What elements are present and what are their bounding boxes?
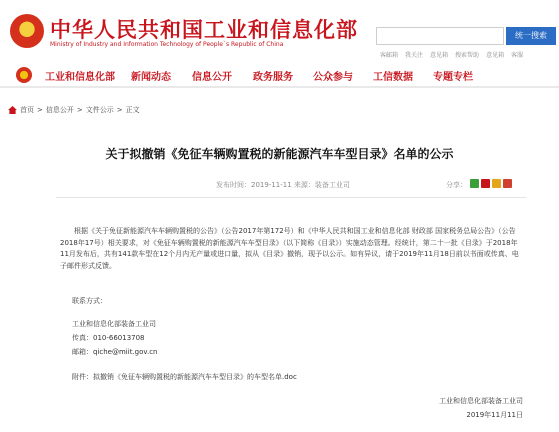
qzone-share-icon[interactable]	[492, 179, 501, 188]
weibo-share-icon[interactable]	[481, 179, 490, 188]
breadcrumb-separator: >	[76, 106, 83, 114]
nav-item-data[interactable]: 工信数据	[373, 72, 413, 83]
contact-dept: 工业和信息化部装备工业司	[72, 320, 156, 328]
breadcrumb-file-notice[interactable]: 文件公示	[85, 106, 114, 114]
breadcrumb-home[interactable]: 首页	[20, 106, 34, 114]
quick-link[interactable]: 客服	[511, 52, 524, 59]
print-share-icon[interactable]	[503, 179, 512, 188]
breadcrumb-separator: >	[37, 106, 43, 114]
quick-link[interactable]: 我关注	[405, 52, 424, 59]
title-divider	[56, 197, 526, 198]
contact-label: 联系方式：	[72, 297, 107, 305]
nav-item-news[interactable]: 新闻动态	[131, 72, 171, 83]
nav-item-topics[interactable]: 专题专栏	[433, 72, 473, 83]
national-emblem-logo[interactable]	[10, 14, 44, 48]
attachment-link[interactable]: 附件：拟撤销《免征车辆购置税的新能源汽车车型目录》的车型名单.doc	[72, 373, 297, 381]
breadcrumb-separator: >	[116, 106, 123, 114]
nav-item-participation[interactable]: 公众参与	[313, 72, 353, 83]
contact-email[interactable]: 邮箱：qiche@miit.gov.cn	[72, 348, 158, 356]
share-label: 分享：	[446, 181, 467, 189]
breadcrumb-info-disclosure[interactable]: 信息公开	[45, 106, 74, 114]
quick-link[interactable]: 意见箱	[486, 52, 505, 59]
article-title: 关于拟撤销《免征车辆购置税的新能源汽车车型目录》名单的公示	[105, 147, 454, 161]
quick-link[interactable]: 客邮箱	[380, 52, 399, 59]
wechat-share-icon[interactable]	[470, 179, 479, 188]
signature-dept: 工业和信息化部装备工业司	[439, 397, 523, 405]
nav-item-ministry[interactable]: 工业和信息化部	[45, 72, 115, 83]
site-header	[0, 0, 559, 60]
quick-link[interactable]: 意见箱	[430, 52, 449, 59]
nav-item-info-disclosure[interactable]: 信息公开	[192, 72, 232, 83]
contact-fax: 传真：010-66013708	[72, 334, 145, 342]
nav-item-services[interactable]: 政务服务	[253, 72, 293, 83]
signature-date: 2019年11月11日	[466, 411, 523, 419]
article-paragraph: 根据《关于免征新能源汽车车辆购置税的公告》（公告2017年第172号）和《中华人民共和国工业和信息化部 财政部 国家税务总局公告》（公告2018年17号）相关要求，对《免征车辆购置税的新能源汽车车型目录》（以下简称《目录》）实施动态管理。经统计，第二十一批《目录》于2018年11月发布后，共有141款车型在12个月内无产量或进口量，拟从《目录》撤销，现予以公示。如有异议，请于2019年11月18日前以书面或传真、电子邮件形式反馈。	[60, 227, 519, 270]
main-nav	[0, 64, 559, 88]
home-icon	[8, 106, 17, 114]
site-subtitle: Ministry of Industry and Information Technology of People`s Republic of China	[50, 41, 284, 48]
article-meta: 发布时间：2019-11-11 来源：装备工业司	[216, 181, 350, 189]
home-emblem-icon[interactable]	[16, 67, 32, 83]
breadcrumb-current: 正文	[125, 106, 140, 114]
breadcrumb	[8, 105, 140, 115]
site-title[interactable]: 中华人民共和国工业和信息化部	[50, 18, 358, 42]
quick-link[interactable]: 搜索帮助	[455, 52, 480, 59]
quick-links	[380, 50, 523, 59]
search-button[interactable]: 统一搜索	[506, 27, 556, 45]
search-input[interactable]	[376, 27, 504, 45]
